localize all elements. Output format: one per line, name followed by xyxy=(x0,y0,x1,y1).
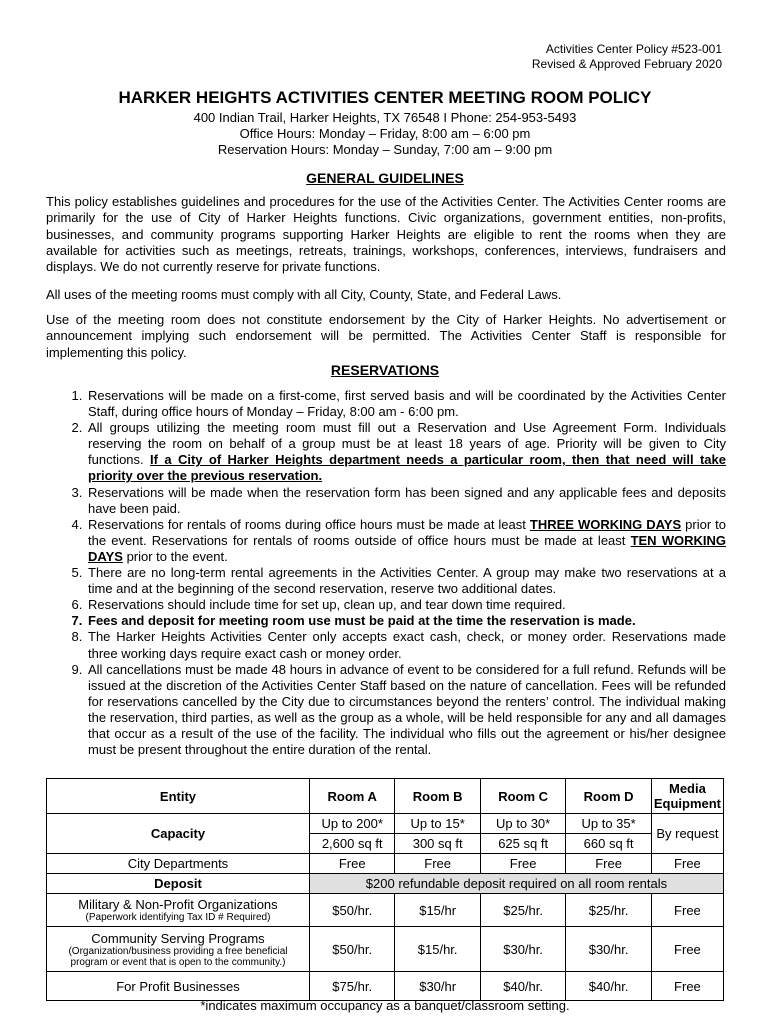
list-item: 2. All groups utilizing the meeting room must fill out a Reservation and Use Agreement Form. Individuals reserving the room on behalf of a group must be at least 18 years of age. Priority will be given to City functions. If a City of Harker Heights department needs a particular room, then that need will take priority over the previous reservation. xyxy=(86,420,726,484)
table-row xyxy=(47,894,724,927)
table-cell: $40/hr. xyxy=(480,972,565,1001)
deposit-text: $200 refundable deposit required on all room rentals xyxy=(309,874,723,894)
deposit-label: Deposit xyxy=(47,874,310,894)
list-item: 3. Reservations will be made when the reservation form has been signed and any applicable fees and deposits have been paid. xyxy=(86,485,726,517)
table-cell: Free xyxy=(651,972,723,1001)
general-paragraph-1: This policy establishes guidelines and procedures for the use of the Activities Center. The Activities Center rooms are primarily for the use of City of Harker Heights functions. Civic organizations, government entities, non-profits, businesses, and community programs supporting Harker Heights are eligible to rent the rooms when they are available for activities such as meetings, retreats, trainings, workshops, conferences, interviews, fundraisers and displays. We do not currently reserve for private functions. xyxy=(46,194,726,275)
table-row xyxy=(47,854,724,874)
list-item: 5. There are no long-term rental agreements in the Activities Center. A group may make two reservations at a time and at the beginning of the second reservation, reserve two additional dates. xyxy=(86,565,726,597)
table-cell xyxy=(47,927,310,972)
table-cell: $30/hr. xyxy=(566,927,651,972)
table-cell: $15/hr xyxy=(395,894,480,927)
general-paragraph-2: All uses of the meeting rooms must comply with all City, County, State, and Federal Laws. xyxy=(46,287,562,302)
table-cell: Free xyxy=(309,854,394,874)
table-cell: Up to 30* xyxy=(480,814,565,834)
table-row xyxy=(47,814,724,834)
table-cell: $25/hr. xyxy=(566,894,651,927)
table-cell: Free xyxy=(651,894,723,927)
document-header xyxy=(532,42,722,72)
table-cell: 2,600 sq ft xyxy=(309,834,394,854)
table-cell: Up to 35* xyxy=(566,814,651,834)
table-cell: $15/hr. xyxy=(395,927,480,972)
header-media: Media Equipment xyxy=(651,779,723,814)
reservations-list xyxy=(46,388,726,758)
contact-block xyxy=(0,110,770,158)
table-cell: Up to 200* xyxy=(309,814,394,834)
table-cell: $50/hr. xyxy=(309,894,394,927)
table-cell: $25/hr. xyxy=(480,894,565,927)
city-priority-note: If a City of Harker Heights department needs a particular room, then that need will take priority over the previous reservation. xyxy=(88,452,726,484)
table-cell: Free xyxy=(651,927,723,972)
table-cell: Up to 15* xyxy=(395,814,480,834)
ten-days-emphasis: TEN WORKING DAYS xyxy=(88,532,726,564)
table-cell: $75/hr. xyxy=(309,972,394,1001)
fee-table xyxy=(46,778,724,1001)
table-cell: Free xyxy=(395,854,480,874)
table-cell: 625 sq ft xyxy=(480,834,565,854)
table-cell: City Departments xyxy=(47,854,310,874)
table-header-row xyxy=(47,779,724,814)
table-cell xyxy=(47,894,310,927)
entity-note: (Paperwork identifying Tax ID # Required) xyxy=(85,912,271,923)
table-cell: $30/hr xyxy=(395,972,480,1001)
office-hours: Office Hours: Monday – Friday, 8:00 am – 6:00 pm xyxy=(239,126,531,141)
table-row xyxy=(47,972,724,1001)
entity-note: (Organization/business providing a free beneficial program or event that is open to the community.) xyxy=(68,945,288,968)
general-guidelines-heading: GENERAL GUIDELINES xyxy=(306,170,464,186)
three-days-emphasis: THREE WORKING DAYS xyxy=(529,516,682,532)
page-title: HARKER HEIGHTS ACTIVITIES CENTER MEETING ROOM POLICY xyxy=(118,88,652,107)
entity-name: Military & Non-Profit Organizations xyxy=(78,897,278,912)
table-cell: For Profit Businesses xyxy=(47,972,310,1001)
revision-date: Revised & Approved February 2020 xyxy=(531,57,722,71)
reservation-hours: Reservation Hours: Monday – Sunday, 7:00 am – 9:00 pm xyxy=(217,142,553,157)
list-item: 8. The Harker Heights Activities Center only accepts exact cash, check, or money order. Reservations made three working days require exact cash or money order. xyxy=(86,629,726,661)
reservations-heading: RESERVATIONS xyxy=(330,362,440,378)
list-item: 6. Reservations should include time for set up, clean up, and tear down time required. xyxy=(86,597,726,613)
table-row xyxy=(47,927,724,972)
table-cell: $30/hr. xyxy=(480,927,565,972)
list-item: 7. Fees and deposit for meeting room use must be paid at the time the reservation is made. xyxy=(86,613,726,629)
policy-number: Activities Center Policy #523-001 xyxy=(545,42,722,56)
address-line: 400 Indian Trail, Harker Heights, TX 76548 I Phone: 254-953-5493 xyxy=(193,110,577,125)
table-row xyxy=(47,874,724,894)
header-room-b: Room B xyxy=(395,779,480,814)
table-cell: 300 sq ft xyxy=(395,834,480,854)
table-cell: Free xyxy=(480,854,565,874)
table-cell: Free xyxy=(651,854,723,874)
header-room-d: Room D xyxy=(566,779,651,814)
entity-name: Community Serving Programs xyxy=(91,930,265,946)
table-cell: Free xyxy=(566,854,651,874)
list-item: 4. Reservations for rentals of rooms during office hours must be made at least THREE WORKING DAYS prior to the event. Reservations for rentals of rooms outside of office hours must be made at least TEN WORKING DAYS prior to the event. xyxy=(86,517,726,565)
general-paragraph-3: Use of the meeting room does not constitute endorsement by the City of Harker Heights. No advertisement or announcement implying such endorsement will be permitted. The Activities Center Staff is responsible for implementing this policy. xyxy=(46,312,726,360)
header-room-a: Room A xyxy=(309,779,394,814)
header-room-c: Room C xyxy=(480,779,565,814)
table-cell: $40/hr. xyxy=(566,972,651,1001)
header-entity: Entity xyxy=(47,779,310,814)
list-item: 1. Reservations will be made on a first-come, first served basis and will be coordinated by the Activities Center Staff, during office hours of Monday – Friday, 8:00 am - 6:00 pm. xyxy=(86,388,726,420)
table-cell: $50/hr. xyxy=(309,927,394,972)
table-cell: 660 sq ft xyxy=(566,834,651,854)
table-cell: By request xyxy=(651,814,723,854)
capacity-label: Capacity xyxy=(47,814,310,854)
list-item: 9. All cancellations must be made 48 hours in advance of event to be considered for a full refund. Refunds will be issued at the discretion of the Activities Center Staff based on the nature of cancellation. Fees will be refunded for reservations cancelled by the City due to circumstances beyond the renters’ control. The individual making the reservation, third parties, as well as the group as a whole, will be held responsible for any and all damages that occur as a result of the use of the facility. The individual who fills out the agreement or his/her designee must be present throughout the entire duration of the rental. xyxy=(86,662,726,759)
footnote: *indicates maximum occupancy as a banquet/classroom setting. xyxy=(200,998,570,1013)
